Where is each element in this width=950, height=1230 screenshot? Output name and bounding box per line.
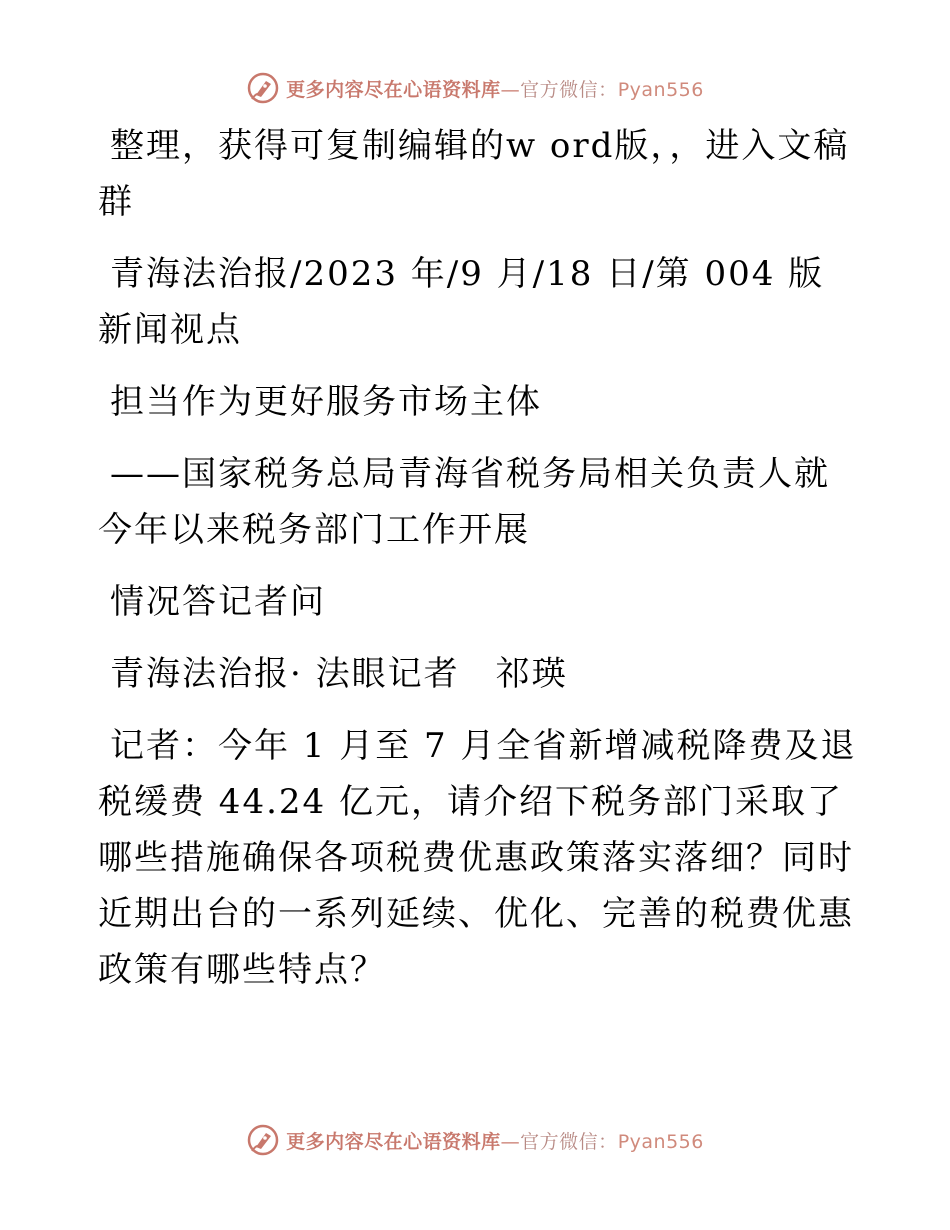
watermark-wechat-label: 官方微信：	[520, 78, 618, 101]
watermark-text: 更多内容尽在心语资料库	[286, 78, 501, 101]
header-watermark	[0, 68, 950, 108]
source-line: 青海法治报/2023 年/9 月/18 日/第 004 版新闻视点	[98, 254, 825, 350]
document-body	[98, 118, 858, 1014]
watermark-wechat-id: Pyan556	[617, 78, 704, 101]
watermark-wechat-id: Pyan556	[617, 1130, 704, 1153]
pen-nib-logo-icon	[246, 1123, 280, 1157]
footer-watermark	[0, 1120, 950, 1160]
watermark-text: 更多内容尽在心语资料库	[286, 1130, 501, 1153]
reporter-question: 记者：今年 1 月至 7 月全省新增减税降费及退税缓费 44.24 亿元，请介绍下税务部门采取了哪些措施确保各项税费优惠政策落实落细？同时近期出台的一系列延续、优化、完善的税费优惠政策有哪些特点？	[98, 726, 857, 990]
article-title: 担当作为更好服务市场主体	[110, 382, 542, 422]
watermark-dash: —	[500, 78, 521, 101]
pen-nib-logo-icon	[246, 71, 280, 105]
article-subtitle-continued: 情况答记者问	[110, 582, 326, 622]
intro-note: 整理，获得可复制编辑的w ord版，，进入文稿群	[98, 126, 850, 222]
watermark-wechat-label: 官方微信：	[520, 1130, 618, 1153]
byline: 青海法治报· 法眼记者 祁瑛	[110, 654, 568, 694]
watermark-dash: —	[500, 1130, 521, 1153]
article-subtitle: ——国家税务总局青海省税务局相关负责人就今年以来税务部门工作开展	[98, 454, 830, 550]
